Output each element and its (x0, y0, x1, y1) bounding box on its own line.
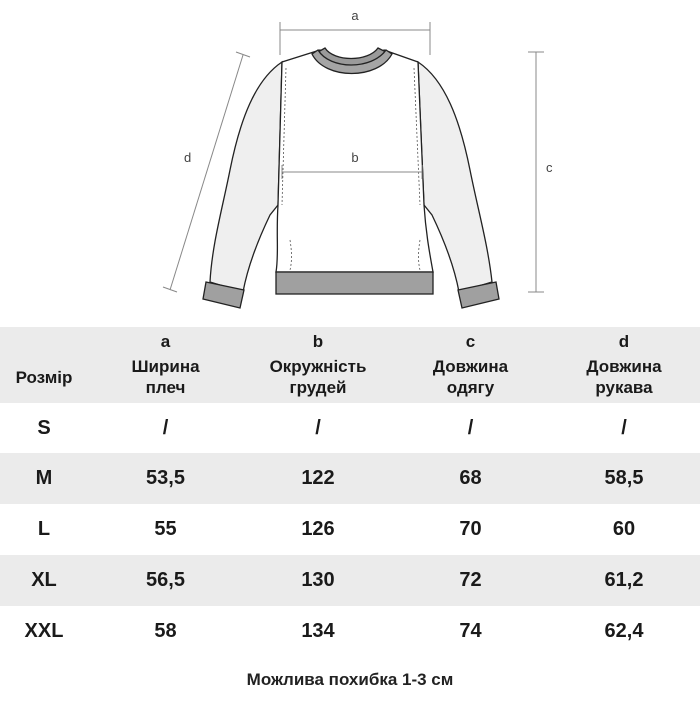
table-header (0, 327, 700, 403)
table-row-m (0, 453, 700, 504)
header-b-line1: Окружність (269, 357, 367, 376)
table-row-xxl (0, 606, 700, 657)
label-a: a (351, 8, 359, 23)
header-col-c (393, 331, 548, 398)
header-c-letter: c (465, 332, 476, 351)
cell-size: XL (31, 569, 57, 591)
cell-d: 62,4 (604, 620, 644, 642)
cell-size: XXL (24, 620, 64, 642)
cell-c: 72 (459, 569, 482, 591)
cell-d: / (621, 416, 627, 439)
cell-d: 61,2 (604, 569, 644, 591)
header-a-line2: плеч (145, 378, 186, 397)
header-size: Розмір (15, 368, 73, 387)
tolerance-note: Можлива похибка 1-3 см (246, 670, 454, 689)
cell-b: 130 (301, 569, 335, 591)
measure-c (528, 52, 544, 292)
header-c-line2: одягу (446, 378, 495, 397)
measure-a (280, 22, 430, 55)
cell-size: L (37, 518, 51, 540)
cell-b: 122 (301, 467, 335, 489)
label-b: b (351, 150, 359, 165)
cell-size: S (37, 416, 51, 439)
header-d-line2: рукава (595, 378, 653, 397)
header-b-letter: b (312, 332, 324, 351)
cell-b: / (315, 416, 321, 439)
cell-c: / (467, 416, 474, 439)
table-row-xl (0, 555, 700, 606)
cell-d: 58,5 (604, 467, 644, 489)
header-a-letter: a (160, 332, 171, 351)
cell-a: 58 (154, 620, 177, 642)
cell-b: 134 (301, 620, 335, 642)
cell-a: 55 (154, 518, 177, 540)
sweatshirt-outline (203, 48, 499, 308)
cell-a: 56,5 (146, 569, 185, 591)
cell-b: 126 (301, 518, 335, 540)
header-b-line2: грудей (289, 378, 347, 397)
table-row-l (0, 504, 700, 555)
cell-d: 60 (612, 518, 636, 540)
cell-c: 70 (459, 518, 482, 540)
label-c: c (546, 160, 553, 175)
cell-c: 74 (459, 620, 482, 642)
cell-size: M (35, 467, 53, 489)
cell-a: / (162, 416, 169, 439)
sweatshirt-diagram (0, 0, 700, 320)
header-col-b (243, 331, 393, 398)
header-d-letter: d (618, 332, 630, 351)
header-a-line1: Ширина (131, 357, 200, 376)
table-row-s (0, 403, 700, 453)
header-c-line1: Довжина (432, 357, 509, 376)
header-d-line1: Довжина (586, 357, 662, 376)
header-col-d (548, 331, 700, 398)
cell-c: 68 (459, 467, 482, 489)
label-d: d (184, 150, 192, 165)
header-col-a (88, 331, 243, 398)
cell-a: 53,5 (146, 467, 185, 489)
